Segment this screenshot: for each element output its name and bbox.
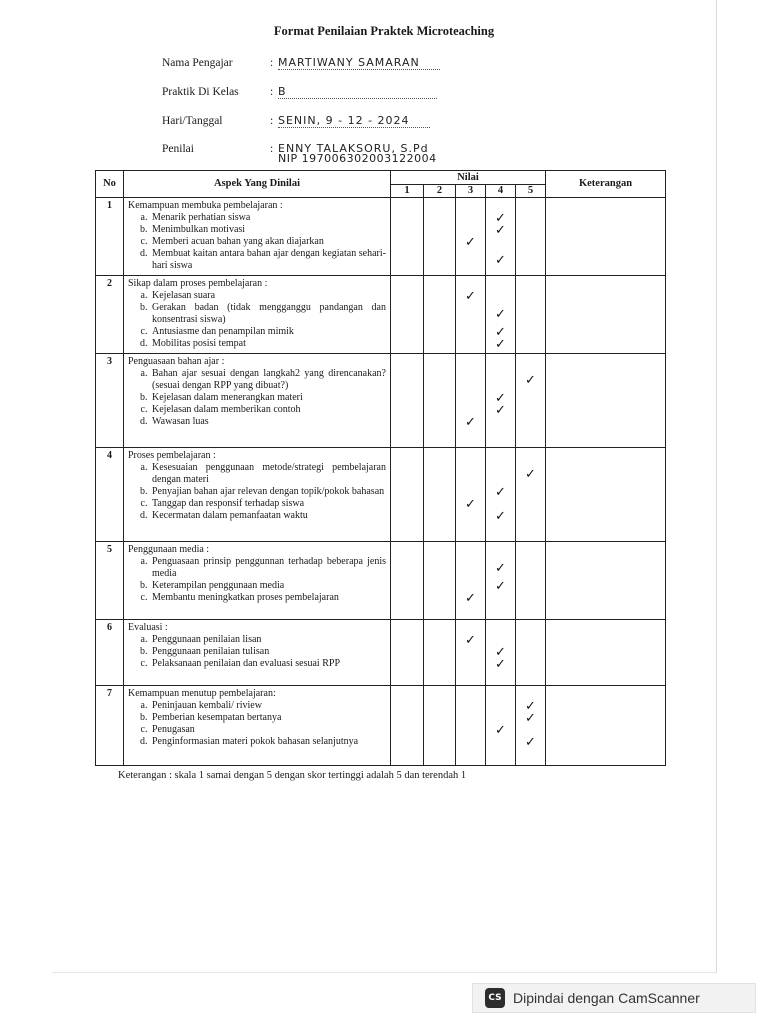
category-row xyxy=(96,198,666,276)
score-cell-3 xyxy=(456,542,486,620)
aspect-item: d. Kecermatan dalam pemanfaatan waktu xyxy=(150,510,386,522)
category-aspect xyxy=(124,354,391,448)
aspect-item: a. Penggunaan penilaian lisan xyxy=(150,634,386,646)
category-title: Sikap dalam proses pembelajaran : xyxy=(128,278,268,289)
check-mark-icon: ✓ xyxy=(465,414,476,430)
aspect-item-list xyxy=(128,462,386,522)
check-mark-icon: ✓ xyxy=(495,560,506,576)
keterangan-cell xyxy=(546,542,666,620)
check-mark-icon: ✓ xyxy=(495,656,506,672)
category-row xyxy=(96,276,666,354)
category-number: 7 xyxy=(96,686,124,766)
score-cell-5 xyxy=(516,276,546,354)
keterangan-cell xyxy=(546,620,666,686)
field-label: Nama Pengajar xyxy=(162,57,233,69)
score-cell-2 xyxy=(424,354,456,448)
field-value-handwritten: B xyxy=(278,85,437,99)
check-mark-icon: ✓ xyxy=(525,372,536,388)
score-cell-1 xyxy=(391,448,424,542)
category-row xyxy=(96,448,666,542)
check-mark-icon: ✓ xyxy=(495,722,506,738)
score-cell-5 xyxy=(516,448,546,542)
field-value-handwritten: SENIN, 9 - 12 - 2024 xyxy=(278,114,430,128)
keterangan-cell xyxy=(546,448,666,542)
category-aspect xyxy=(124,198,391,276)
category-row xyxy=(96,620,666,686)
score-cell-4 xyxy=(486,276,516,354)
check-mark-icon: ✓ xyxy=(525,710,536,726)
keterangan-cell xyxy=(546,686,666,766)
camscanner-label: Dipindai dengan CamScanner xyxy=(513,990,700,1006)
check-mark-icon: ✓ xyxy=(495,484,506,500)
category-title: Kemampuan membuka pembelajaran : xyxy=(128,200,283,211)
score-cell-2 xyxy=(424,620,456,686)
aspect-item: d. Penginformasian materi pokok bahasan selanjutnya xyxy=(150,736,386,748)
check-mark-icon: ✓ xyxy=(495,336,506,352)
field-label: Hari/Tanggal xyxy=(162,115,223,127)
score-cell-2 xyxy=(424,198,456,276)
field-value-handwritten: ENNY TALAKSORU, S.Pd xyxy=(278,142,429,155)
aspect-item-list xyxy=(128,290,386,350)
field-hari-tanggal xyxy=(162,114,430,127)
check-mark-icon: ✓ xyxy=(495,306,506,322)
field-separator: : xyxy=(270,143,274,155)
check-mark-icon: ✓ xyxy=(465,632,476,648)
score-cell-2 xyxy=(424,542,456,620)
header-no: No xyxy=(96,171,124,198)
check-mark-icon: ✓ xyxy=(495,222,506,238)
camscanner-watermark xyxy=(472,983,756,1013)
aspect-item: b. Pemberian kesempatan bertanya xyxy=(150,712,386,724)
score-cell-1 xyxy=(391,276,424,354)
field-nama-pengajar xyxy=(162,56,440,69)
aspect-item-list xyxy=(128,700,386,748)
camscanner-logo-icon: CS xyxy=(485,988,505,1008)
aspect-item-list xyxy=(128,368,386,428)
score-cell-2 xyxy=(424,448,456,542)
check-mark-icon: ✓ xyxy=(465,496,476,512)
aspect-item: a. Peninjauan kembali/ riview xyxy=(150,700,386,712)
score-cell-3 xyxy=(456,620,486,686)
aspect-item-list xyxy=(128,634,386,670)
aspect-item: c. Kejelasan dalam memberikan contoh xyxy=(150,404,386,416)
category-aspect xyxy=(124,620,391,686)
aspect-item: a. Kejelasan suara xyxy=(150,290,386,302)
score-cell-2 xyxy=(424,276,456,354)
field-value-handwritten: MARTIWANY SAMARAN xyxy=(278,56,440,70)
header-aspek: Aspek Yang Dinilai xyxy=(124,171,391,198)
check-mark-icon: ✓ xyxy=(465,288,476,304)
score-cell-4 xyxy=(486,542,516,620)
header-score-2: 2 xyxy=(424,185,456,198)
score-cell-4 xyxy=(486,448,516,542)
category-aspect xyxy=(124,448,391,542)
aspect-item: c. Antusiasme dan penampilan mimik xyxy=(150,326,386,338)
category-number: 3 xyxy=(96,354,124,448)
score-cell-5 xyxy=(516,354,546,448)
aspect-item: b. Penggunaan penilaian tulisan xyxy=(150,646,386,658)
category-number: 1 xyxy=(96,198,124,276)
category-title: Proses pembelajaran : xyxy=(128,450,216,461)
check-mark-icon: ✓ xyxy=(495,578,506,594)
aspect-item: d. Mobilitas posisi tempat xyxy=(150,338,386,350)
score-cell-1 xyxy=(391,542,424,620)
score-cell-1 xyxy=(391,354,424,448)
category-number: 4 xyxy=(96,448,124,542)
score-cell-4 xyxy=(486,198,516,276)
keterangan-cell xyxy=(546,276,666,354)
category-title: Penguasaan bahan ajar : xyxy=(128,356,225,367)
aspect-item: a. Menarik perhatian siswa xyxy=(150,212,386,224)
keterangan-cell xyxy=(546,354,666,448)
score-cell-3 xyxy=(456,276,486,354)
category-title: Kemampuan menutup pembelajaran: xyxy=(128,688,276,699)
header-score-5: 5 xyxy=(516,185,546,198)
aspect-item-list xyxy=(128,556,386,604)
score-cell-5 xyxy=(516,620,546,686)
check-mark-icon: ✓ xyxy=(525,734,536,750)
check-mark-icon: ✓ xyxy=(525,466,536,482)
check-mark-icon: ✓ xyxy=(495,402,506,418)
aspect-item-list xyxy=(128,212,386,272)
check-mark-icon: ✓ xyxy=(525,698,536,714)
aspect-item: a. Kesesuaian penggunaan metode/strategi pembelajaran dengan materi xyxy=(150,462,386,486)
field-label: Praktik Di Kelas xyxy=(162,86,239,98)
category-row xyxy=(96,542,666,620)
category-aspect xyxy=(124,686,391,766)
check-mark-icon: ✓ xyxy=(495,210,506,226)
check-mark-icon: ✓ xyxy=(495,508,506,524)
aspect-item: c. Membantu meningkatkan proses pembelajaran xyxy=(150,592,386,604)
aspect-item: c. Penugasan xyxy=(150,724,386,736)
header-score-1: 1 xyxy=(391,185,424,198)
category-number: 5 xyxy=(96,542,124,620)
score-cell-1 xyxy=(391,686,424,766)
score-cell-1 xyxy=(391,620,424,686)
category-aspect xyxy=(124,542,391,620)
aspect-item: d. Wawasan luas xyxy=(150,416,386,428)
aspect-item: b. Kejelasan dalam menerangkan materi xyxy=(150,392,386,404)
category-aspect xyxy=(124,276,391,354)
aspect-item: a. Penguasaan prinsip penggunnan terhadap beberapa jenis media xyxy=(150,556,386,580)
score-cell-4 xyxy=(486,686,516,766)
keterangan-cell xyxy=(546,198,666,276)
category-title: Penggunaan media : xyxy=(128,544,210,555)
check-mark-icon: ✓ xyxy=(495,324,506,340)
header-score-4: 4 xyxy=(486,185,516,198)
aspect-item: a. Bahan ajar sesuai dengan langkah2 yang direncanakan? (sesuai dengan RPP yang dibuat?) xyxy=(150,368,386,392)
category-title: Evaluasi : xyxy=(128,622,168,633)
aspect-item: c. Tanggap dan responsif terhadap siswa xyxy=(150,498,386,510)
score-cell-1 xyxy=(391,198,424,276)
field-separator: : xyxy=(270,115,274,127)
aspect-item: d. Membuat kaitan antara bahan ajar dengan kegiatan sehari-hari siswa xyxy=(150,248,386,272)
score-cell-5 xyxy=(516,198,546,276)
aspect-item: b. Keterampilan penggunaan media xyxy=(150,580,386,592)
score-cell-5 xyxy=(516,542,546,620)
category-row xyxy=(96,686,666,766)
score-cell-2 xyxy=(424,686,456,766)
category-number: 6 xyxy=(96,620,124,686)
aspect-item: b. Penyajian bahan ajar relevan dengan topik/pokok bahasan xyxy=(150,486,386,498)
assessment-table xyxy=(95,170,666,766)
document-title: Format Penilaian Praktek Microteaching xyxy=(273,24,495,38)
header-nilai: Nilai xyxy=(391,171,546,185)
aspect-item: c. Pelaksanaan penilaian dan evaluasi sesuai RPP xyxy=(150,658,386,670)
check-mark-icon: ✓ xyxy=(495,644,506,660)
header-score-3: 3 xyxy=(456,185,486,198)
field-separator: : xyxy=(270,86,274,98)
score-cell-5 xyxy=(516,686,546,766)
check-mark-icon: ✓ xyxy=(495,390,506,406)
field-praktik-di-kelas xyxy=(162,85,437,98)
check-mark-icon: ✓ xyxy=(465,590,476,606)
score-cell-3 xyxy=(456,448,486,542)
category-row xyxy=(96,354,666,448)
aspect-item: c. Memberi acuan bahan yang akan diajarkan xyxy=(150,236,386,248)
aspect-item: b. Menimbulkan motivasi xyxy=(150,224,386,236)
score-cell-4 xyxy=(486,354,516,448)
aspect-item: b. Gerakan badan (tidak mengganggu pandangan dan konsentrasi siswa) xyxy=(150,302,386,326)
header-keterangan: Keterangan xyxy=(546,171,666,198)
footer-note: Keterangan : skala 1 samai dengan 5 dengan skor tertinggi adalah 5 dan terendah 1 xyxy=(118,770,467,781)
check-mark-icon: ✓ xyxy=(495,252,506,268)
score-cell-3 xyxy=(456,686,486,766)
penilai-nip-handwritten: NIP 197006302003122004 xyxy=(278,152,437,165)
score-cell-4 xyxy=(486,620,516,686)
score-cell-3 xyxy=(456,198,486,276)
check-mark-icon: ✓ xyxy=(465,234,476,250)
field-separator: : xyxy=(270,57,274,69)
field-label: Penilai xyxy=(162,143,194,155)
category-number: 2 xyxy=(96,276,124,354)
score-cell-3 xyxy=(456,354,486,448)
